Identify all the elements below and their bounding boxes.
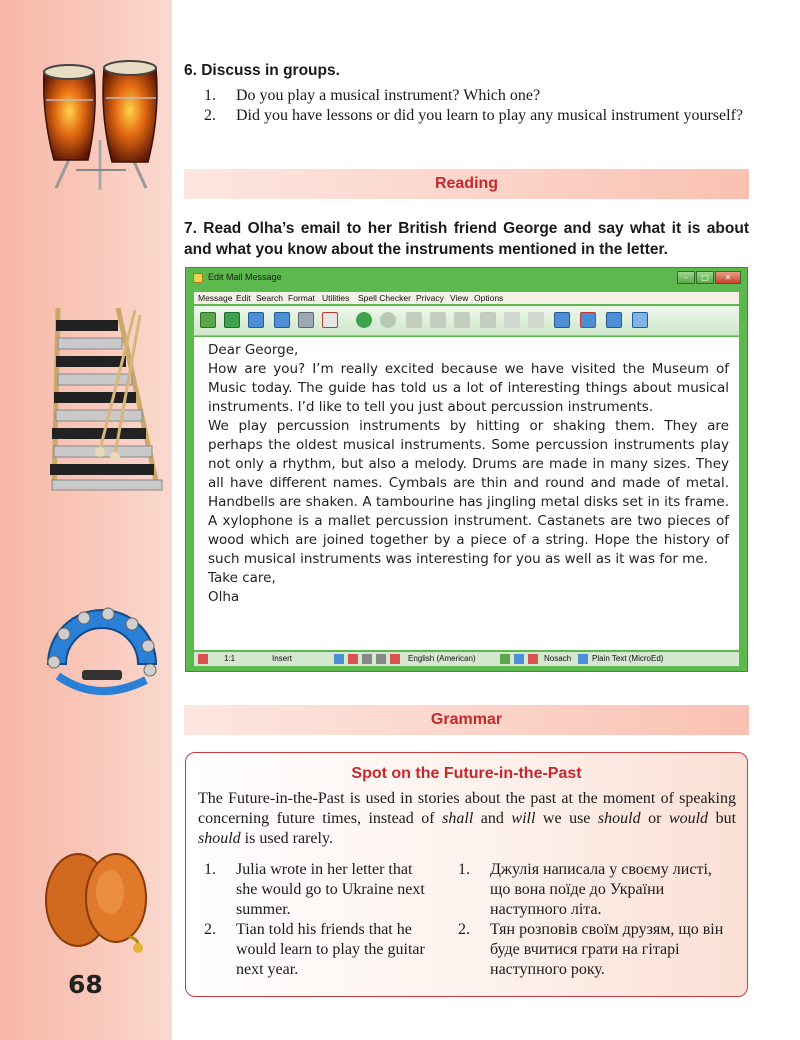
insert-icon[interactable]: [554, 312, 570, 328]
email-menubar: [194, 292, 739, 304]
status-spell-icon: [514, 654, 524, 664]
menu-utilities[interactable]: Utilities: [322, 293, 350, 303]
list-item: 1. Джулія написала у своєму листі, що вона поїде до України наступного літа.: [458, 861, 712, 918]
new-document-icon[interactable]: [322, 312, 338, 328]
list-item: 1. Do you play a musical instrument? Which one?: [204, 87, 541, 104]
spell-check-icon[interactable]: [606, 312, 622, 328]
select-all-icon[interactable]: [504, 312, 520, 328]
menu-options[interactable]: Options: [474, 293, 504, 303]
email-closing: Take care,: [208, 570, 276, 586]
list-item: 2. Тян розповів своїм друзям, що він буде вчитися грати на гітарі наступного року.: [458, 921, 724, 978]
task-6-heading: 6. Discuss in groups.: [184, 62, 340, 79]
window-controls: [676, 271, 741, 285]
status-list-icon[interactable]: [362, 654, 372, 664]
list-item: 1. Julia wrote in her letter that she would go to Ukraine next summer.: [204, 861, 425, 918]
list-item: 2. Did you have lessons or did you learn to play any musical instrument yourself?: [204, 106, 744, 124]
email-signature: Olha: [208, 589, 240, 605]
minimize-icon[interactable]: –: [677, 271, 695, 284]
page-number: 68: [68, 970, 103, 999]
mail-app-icon: [193, 273, 203, 283]
insert-mode: Insert: [272, 654, 293, 663]
paste-special-icon[interactable]: [480, 312, 496, 328]
close-icon[interactable]: ✕: [715, 271, 741, 284]
menu-format[interactable]: Format: [288, 293, 315, 303]
maximize-icon[interactable]: □: [696, 271, 714, 284]
status-check-icon: [500, 654, 510, 664]
email-statusbar: [194, 652, 739, 666]
menu-search[interactable]: Search: [256, 293, 283, 303]
language-indicator: English (American): [408, 654, 476, 663]
menu-view[interactable]: View: [450, 293, 469, 303]
xylophone-illustration: [40, 300, 168, 500]
status-table-icon[interactable]: [376, 654, 386, 664]
receive-icon[interactable]: [224, 312, 240, 328]
menu-spell-checker[interactable]: Spell Checker: [358, 293, 411, 303]
email-titlebar: [186, 268, 747, 290]
email-toolbar: [194, 306, 739, 336]
email-paragraph: We play percussion instruments by hitting or shaking them. They are perhaps the oldest musical instruments. Some percussion instruments play not only a rhythm, but also a melody. Drums are made in many sizes. They all have different names. Cymbals are thin and round and made of metal. Handbells are shaken. A tambourine has jingling metal disks set in its frame. A xylophone is a mallet percussion instrument. Castanets are two pieces of wood which are joined together by a piece of a string. Hope the history of such musical instruments was interesting for you as well as it was for me.: [208, 418, 729, 567]
task-7-heading: 7. Read Olha’s email to her British friend George and say what it is about and what you know about the instruments mentioned in the letter.: [184, 220, 749, 258]
status-user-icon: [528, 654, 538, 664]
castanets-illustration: [38, 840, 158, 958]
status-format-icon[interactable]: [348, 654, 358, 664]
status-alert-icon: [198, 654, 208, 664]
menu-message[interactable]: Message: [198, 293, 233, 303]
cut-icon[interactable]: [406, 312, 422, 328]
cursor-position: 1:1: [224, 654, 236, 663]
format-indicator: Plain Text (MicroEd): [592, 654, 664, 663]
find-icon[interactable]: [528, 312, 544, 328]
copy-icon[interactable]: [430, 312, 446, 328]
paste-icon[interactable]: [454, 312, 470, 328]
send-icon[interactable]: [200, 312, 216, 328]
email-window: [185, 267, 748, 672]
email-body[interactable]: [194, 337, 739, 650]
options-icon[interactable]: [632, 312, 648, 328]
status-view-icon[interactable]: [334, 654, 344, 664]
format-icon[interactable]: [580, 312, 596, 328]
menu-edit[interactable]: Edit: [236, 293, 251, 303]
email-window-title: Edit Mail Message: [208, 272, 282, 282]
email-paragraph: How are you? I’m really excited because we have visited the Museum of Music today. The guide has told us a lot of interesting things about musical instruments. I’d like to tell you just about percussion instruments.: [208, 361, 729, 415]
english-examples-list: [204, 860, 436, 980]
status-format-type-icon: [578, 654, 588, 664]
list-item: 2. Tian told his friends that he would learn to play the guitar next year.: [204, 921, 425, 978]
grammar-rule-title: Spot on the Future-in-the-Past: [351, 765, 582, 782]
grammar-section-bar: Grammar: [184, 705, 749, 735]
tambourine-illustration: [38, 604, 166, 716]
reading-section-bar: Reading: [184, 169, 749, 199]
grammar-rule-text: The Future-in-the-Past is used in stories about the past at the moment of speaking concerning future times, instead of shall and will we use should or would but should is used rarely.: [198, 790, 737, 847]
grammar-rule-box: [185, 752, 748, 997]
email-greeting: Dear George,: [208, 342, 299, 358]
menu-privacy[interactable]: Privacy: [416, 293, 444, 303]
task-6-list: [204, 86, 749, 125]
user-indicator: Nosach: [544, 654, 572, 663]
print-icon[interactable]: [298, 312, 314, 328]
status-mail-icon[interactable]: [390, 654, 400, 664]
address-book-icon[interactable]: [274, 312, 290, 328]
redo-icon[interactable]: [380, 312, 396, 328]
attach-icon[interactable]: [248, 312, 264, 328]
conga-drums-illustration: [36, 60, 164, 192]
ukrainian-examples-list: [458, 860, 734, 980]
undo-icon[interactable]: [356, 312, 372, 328]
